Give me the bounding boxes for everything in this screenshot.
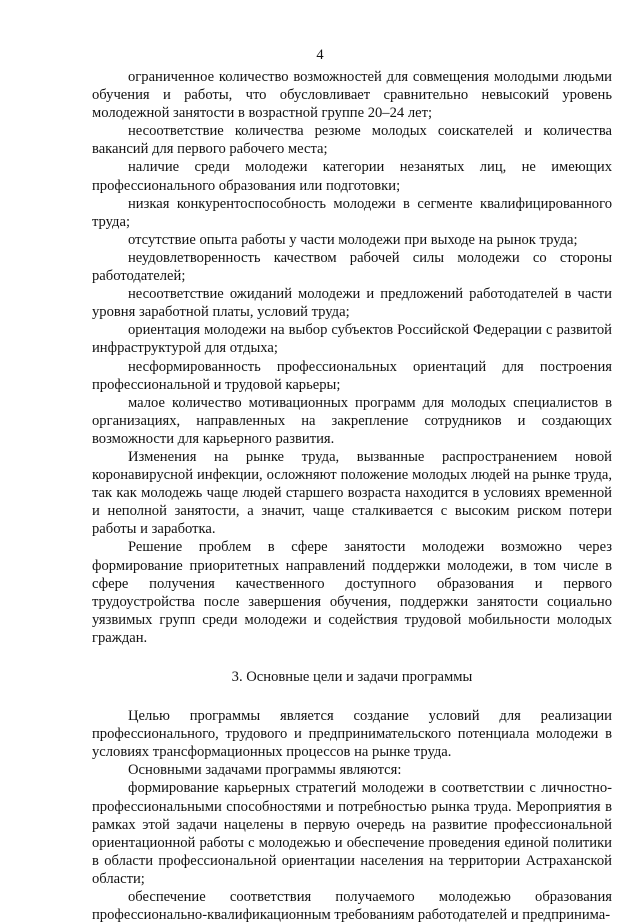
section-heading: 3. Основные цели и задачи программы: [231, 669, 473, 685]
page-number: 4: [316, 47, 324, 63]
paragraph-labor-market-changes: Изменения на рынке труда, вызванные распространением новой коронавирусной инфекции, осложняют положение молодых людей на рынке труда, так как молодежь чаще людей старшего возраста находится в условиях временной и неполной занятости, а значит, чаще сталкивается с высоким риском потери работы и заработка.: [92, 448, 612, 538]
list-item-limited-opportunities: ограниченное количество возможностей для совмещения молодыми людьми обучения и работы, что обусловливает сравнительно невысокий уровень молодежной занятости в возрастной группе 20–24 лет;: [92, 69, 612, 122]
list-item-expectations-mismatch: несоответствие ожиданий молодежи и предложений работодателей в части уровня заработной платы, условий труда;: [92, 286, 612, 321]
paragraph-problem-solution: Решение проблем в сфере занятости молодежи возможно через формирование приоритетных направлений поддержки молодежи, в том числе в сфере получения качественного доступного образования и первого трудоустройства после завершения обучения, поддержки занятости социально уязвимых групп среди молодежи и содействия трудовой мобильности молодых граждан.: [92, 539, 612, 646]
list-item-career-strategies: формирование карьерных стратегий молодежи в соответствии с личностно-профессиональными способностями и потребностью рынка труда. Мероприятия в рамках этой задачи нацелены в первую очередь на развитие профессиональной ориентационной работы с молодежью и обеспечение проведения единой политики в области профессиональной ориентации населения на территории Астраханской области;: [92, 780, 612, 887]
list-item-unformed-orientation: несформированность профессиональных ориентаций для построения профессиональной и трудовой карьеры;: [92, 358, 612, 393]
paragraph-program-goal: Целью программы является создание условий для реализации профессионального, трудового и предпринимательского потенциала молодежи в условиях трансформационных процессов на рынке труда.: [92, 708, 612, 761]
document-body: [92, 68, 612, 924]
list-item-unemployed-category: наличие среди молодежи категории незанятых лиц, не имеющих профессионального образования или подготовки;: [92, 159, 612, 194]
list-item-region-orientation: ориентация молодежи на выбор субъектов Российской Федерации с развитой инфраструктурой для отдыха;: [92, 322, 612, 357]
list-item-no-experience: отсутствие опыта работы у части молодежи при выходе на рынок труда;: [128, 231, 578, 248]
list-item-education-compliance: обеспечение соответствия получаемого молодежью образования профессионально-квалификационным требованиям работодателей и предпринима-: [92, 889, 612, 924]
paragraph-tasks-intro: Основными задачами программы являются:: [128, 762, 402, 779]
list-item-few-motivation-programs: малое количество мотивационных программ для молодых специалистов в организациях, направленных на закрепление сотрудников и создающих возможности для карьерного развития.: [92, 394, 612, 447]
list-item-employer-dissatisfaction: неудовлетворенность качеством рабочей силы молодежи со стороны работодателей;: [92, 249, 612, 285]
list-item-resume-vacancy-mismatch: несоответствие количества резюме молодых соискателей и количества вакансий для первого рабочего места;: [92, 123, 612, 158]
list-item-low-competitiveness: низкая конкурентоспособность молодежи в сегменте квалифицированного труда;: [92, 195, 612, 230]
